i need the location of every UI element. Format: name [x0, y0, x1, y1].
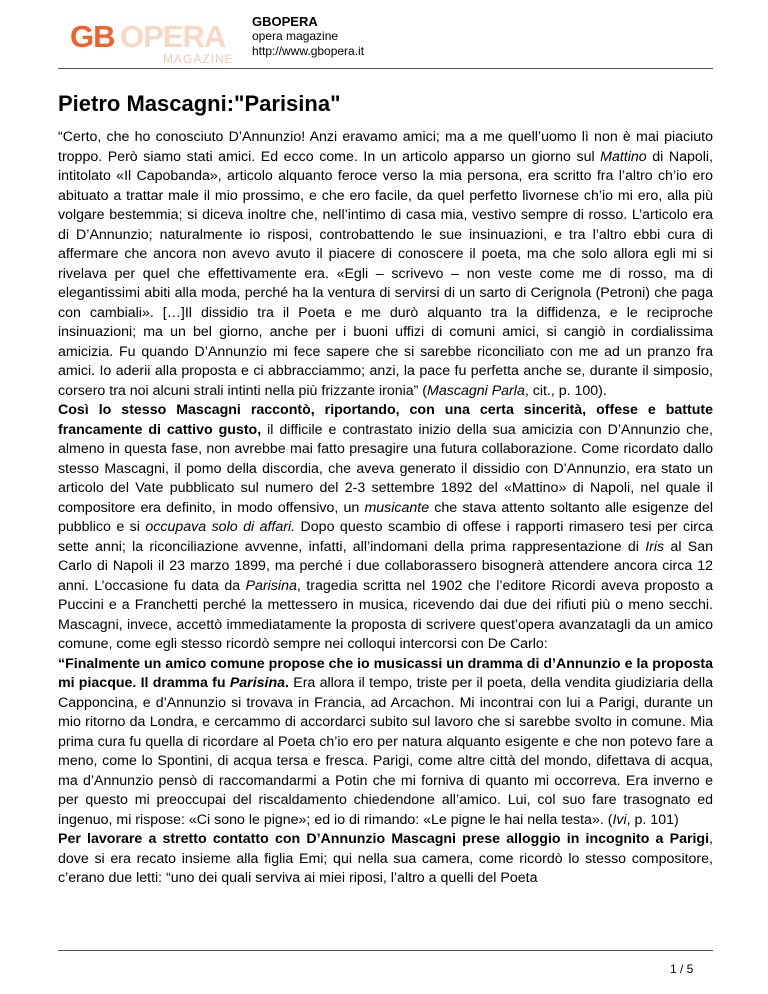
site-name: GBOPERA — [252, 14, 318, 29]
article-body — [58, 128, 713, 889]
text-run: , cit., p. 100). — [524, 382, 607, 399]
text-run: . — [285, 675, 289, 691]
site-info — [252, 14, 364, 59]
text-run: Mascagni Parla — [427, 382, 525, 399]
article-title: Pietro Mascagni:"Parisina" — [58, 91, 341, 116]
text-run: Per lavorare a stretto contatto con D’Annunzio Mascagni prese alloggio in incognito a Parigi — [58, 831, 710, 847]
text-run: Parisina — [245, 577, 297, 594]
text-run: Iris — [645, 538, 665, 555]
text-run: il difficile e contrastato inizio della sua amicizia con D’Annunzio che, almeno in questa fase, non avrebbe mai fatto presagire una futura collaborazione. Come ricordato dallo stesso Mascagni, il pomo della discordia, che aveva generato il dissidio con D’Annunzio, era stato un articolo del Vate pubblicato sul numero del 2-3 settembre 1892 del «Mattino» di Napoli, nel quale il compositore era definito, in modo offensivo, un — [58, 421, 713, 516]
site-url: http://www.gbopera.it — [252, 44, 365, 58]
text-run: occupava solo di affari. — [145, 519, 296, 535]
text-run: “Certo, che ho conosciuto D’Annunzio! Anzi eravamo amici; ma a me quell’uomo lì non è mai piaciuto troppo. Però siamo stati amici. Ed ecco come. In un articolo apparso un giorno sul — [58, 129, 713, 165]
text-run: “Finalmente un amico comune propose che io musicassi un dramma di d’Annunzio e la proposta mi piacque. Il dramma fu — [58, 655, 713, 691]
paragraph-4 — [58, 830, 713, 889]
paragraph-1 — [58, 128, 713, 401]
paragraph-3 — [58, 655, 713, 831]
text-run: di Napoli, intitolato «Il Capobanda», articolo alquanto feroce verso la mia persona, era scritto fra l’altro ch’io ero abituato a trattar male il mio prossimo, e che ero facile, da quel perfetto livornese ch’io mi ero, alla più volgare bestemmia; si diceva inoltre che, nell’intimo di casa mia, vestivo sempre di rosso. L’articolo era di D’Annunzio; naturalmente io risposi, controbattendo le sue insinuazioni, e tra l’altro ebbi cura di affermare che ancora non avevo avuto il piacere di conoscere il poeta, ma che solo allora egli mi si rivelava per quel che effettivamente era. «Egli – scrivevo – non veste come me di rosso, ma di elegantissimi abiti alla moda, perché ha la ventura di servirsi di un sarto di Cerignola (Petroni) che paga con cambiali». […]Il dissidio tra il Poeta e me durò alquanto tra la diffidenza, e le reciproche insinuazioni; ma un bel giorno, anche per i buoni uffizi di comuni amici, si cangiò in cordialissima amicizia. Fu quando D’Annunzio mi fece sapere che si sarebbe riconciliato con me ad un pranzo fra amici. Io aderii alla proposta e ci abbracciammo; anzi, la pace fu perfetta anche se, durante il simposio, corsero tra noi alcuni strali intinti nella più frizzante ironia” ( — [58, 148, 713, 399]
header-divider — [58, 68, 713, 69]
text-run: Dopo questo scambio di offese i rapporti rimasero tesi per circa sette anni; la riconciliazione avvenne, infatti, all’indomani della prima rappresentazione di — [58, 519, 713, 555]
text-run: Mattino — [600, 148, 647, 165]
text-run: musicante — [364, 499, 430, 516]
logo-opera-text: OPERA — [120, 19, 226, 54]
page-header — [58, 12, 713, 68]
text-run: Così lo stesso Mascagni raccontò, riportando, con una certa sincerità, offese e battute francamente di cattivo gusto, — [58, 402, 713, 438]
text-run: al San Carlo di Napoli il 23 marzo 1899, ma perché i due collaborassero bisognerà attendere ancora circa 12 anni. L’occasione fu data da — [58, 538, 714, 594]
logo-magazine-text: MAGAZINE — [163, 52, 234, 66]
text-run: , p. 101) — [626, 811, 679, 828]
text-run: , dove si era recato insieme alla figlia Emi; qui nella sua camera, come ricordò lo stesso compositore, c’erano due letti: “uno dei quali serviva ai miei riposi, l’altro a quelli del Poeta — [58, 831, 713, 886]
logo-gb-text: GB — [70, 19, 115, 54]
gbopera-logo — [70, 17, 234, 66]
text-run: Era allora il tempo, triste per il poeta, della vendita giudiziaria della Capponcina, e d’Annunzio si trovava in Francia, ad Arcachon. Mi incontrai con lui a Parigi, durante un mio ritorno da Londra, e cercammo di accordarci subito sul lavoro che si sarebbe svolto in comune. Mia prima cura fu quella di ricordare al Poeta ch’io ero per natura alquanto esigente e che non potevo fare a meno, come lo Spontini, di acqua tersa e fresca. Parigi, come altre città del mondo, difettava di acqua, ma d’Annunzio pensò di raccomandarmi a Potin che mi forniva di quanto mi occorreva. Era inverno e per questo mi preoccupai del riscaldamento chiedendone all’amico. Lui, col suo fare trasognato ed ingenuo, mi rispose: «Ci sono le pigne»; ed io di rimando: «Le pigne le hai nella testa». ( — [58, 675, 713, 828]
site-subtitle: opera magazine — [252, 29, 339, 43]
text-run: che stava attento soltanto alle esigenze del pubblico e si — [58, 499, 713, 535]
text-run: Ivi — [612, 811, 627, 828]
page-number: 1 / 5 — [670, 962, 694, 976]
text-run: , tragedia scritta nel 1902 che l’editore Ricordi aveva proposto a Puccini e a Franchetti perché la mettessero in musica, ricevendo dai due dei rifiuti più o meno secchi. Mascagni, invece, accettò immediatamente la proposta di scrivere quest’opera avanzatagli da un amico comune, come egli stesso ricordò sempre nei colloqui intercorsi con De Carlo: — [58, 577, 713, 652]
footer-divider — [58, 950, 713, 951]
text-run: Parisina — [229, 675, 286, 691]
paragraph-2 — [58, 401, 713, 655]
